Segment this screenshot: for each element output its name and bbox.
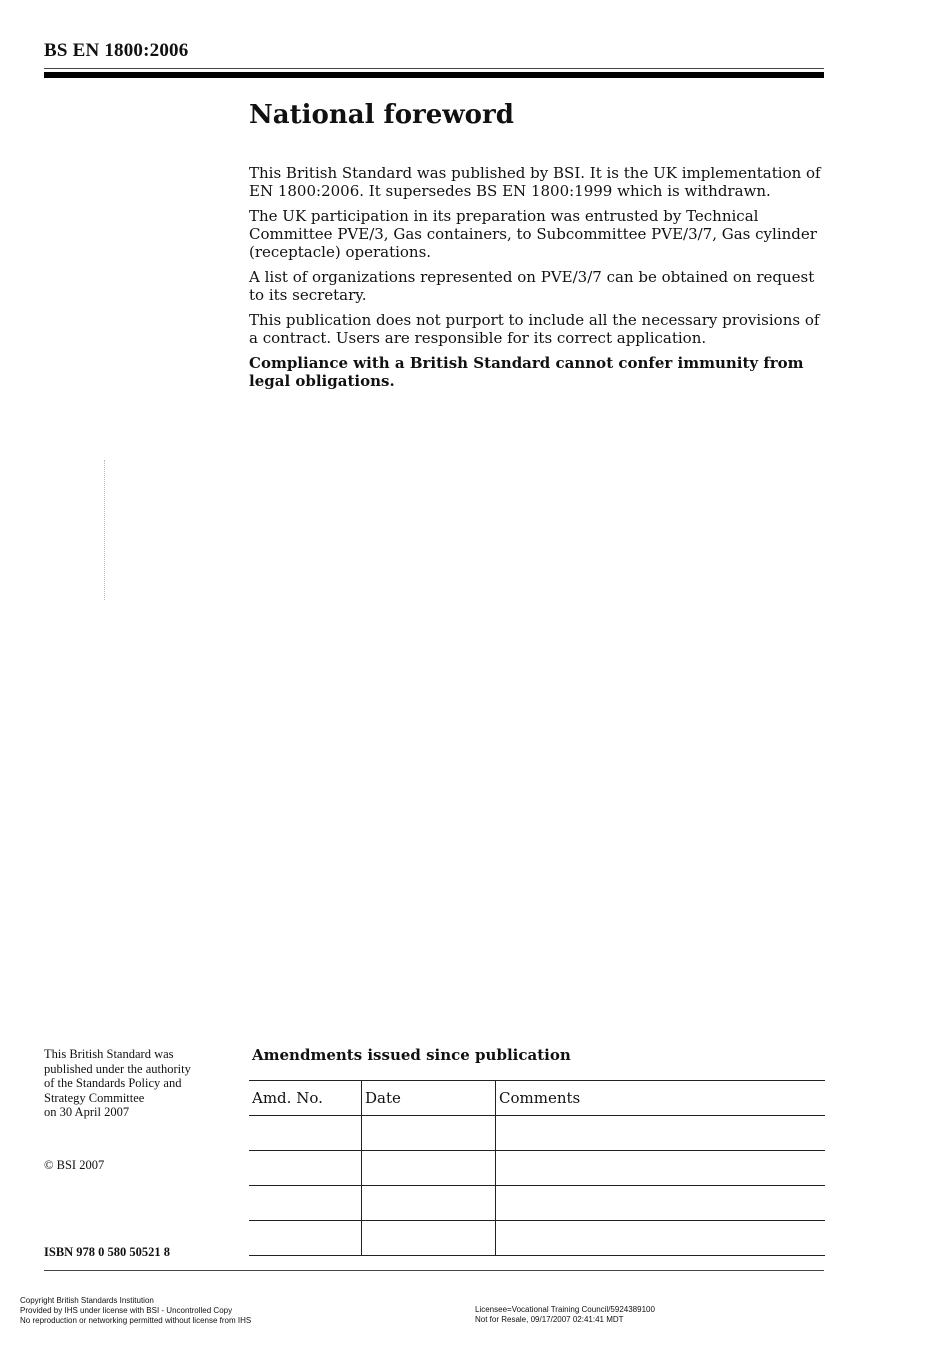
- table-row: [249, 1221, 825, 1256]
- table-cell: [362, 1116, 496, 1151]
- foreword-paragraph: The UK participation in its preparation was entrusted by Technical Committee PVE/3, Gas containers, to Subcommittee PVE/3/7, Gas cylinder (receptacle) operations.: [249, 207, 817, 261]
- amendments-title: Amendments issued since publication: [252, 1046, 571, 1064]
- document-id: BS EN 1800:2006: [44, 40, 189, 61]
- table-cell: [249, 1221, 362, 1256]
- table-cell: [496, 1116, 826, 1151]
- publication-note-line: Strategy Committee: [44, 1090, 145, 1105]
- copyright-notice: © BSI 2007: [44, 1158, 105, 1172]
- foreword-paragraph: A list of organizations represented on PVE/3/7 can be obtained on request to its secretary.: [249, 268, 815, 304]
- table-cell: [362, 1221, 496, 1256]
- compliance-statement: Compliance with a British Standard cannot confer immunity from legal obligations.: [249, 354, 804, 390]
- table-row: [249, 1116, 825, 1151]
- column-header-amd-no: Amd. No.: [249, 1081, 362, 1116]
- table-cell: [362, 1151, 496, 1186]
- foreword-paragraph: This British Standard was published by BSI. It is the UK implementation of EN 1800:2006. It supersedes BS EN 1800:1999 which is withdrawn.: [249, 164, 821, 200]
- publication-note-line: This British Standard was: [44, 1047, 174, 1061]
- footer-line: Not for Resale, 09/17/2007 02:41:41 MDT: [475, 1315, 624, 1324]
- amendments-table: [249, 1080, 825, 1256]
- table-row: [249, 1186, 825, 1221]
- footer-line: Provided by IHS under license with BSI - Uncontrolled Copy: [20, 1306, 233, 1315]
- footer-license-left: [20, 1296, 251, 1326]
- footer-line: Copyright British Standards Institution: [20, 1296, 154, 1305]
- header-thick-rule: [44, 72, 824, 78]
- column-header-date: Date: [362, 1081, 496, 1116]
- table-cell: [249, 1186, 362, 1221]
- foreword-paragraph: This publication does not purport to include all the necessary provisions of a contract. Users are responsible for its correct application.: [249, 311, 820, 347]
- isbn: ISBN 978 0 580 50521 8: [44, 1245, 171, 1259]
- footer-line: No reproduction or networking permitted without license from IHS: [20, 1316, 252, 1325]
- publication-note-line: published under the authority: [44, 1061, 191, 1076]
- footer-license-right: [475, 1305, 655, 1325]
- footer-line: Licensee=Vocational Training Council/5924389100: [475, 1305, 655, 1314]
- table-header-row: [249, 1081, 825, 1116]
- table-cell: [496, 1186, 826, 1221]
- publication-note-line: on 30 April 2007: [44, 1105, 130, 1119]
- publication-note-line: of the Standards Policy and: [44, 1076, 182, 1090]
- table-cell: [249, 1116, 362, 1151]
- table-row: [249, 1151, 825, 1186]
- column-header-comments: Comments: [496, 1081, 826, 1116]
- header-thin-rule: [44, 68, 824, 69]
- margin-mark: [104, 460, 106, 600]
- table-cell: [362, 1186, 496, 1221]
- table-cell: [496, 1221, 826, 1256]
- foreword-body: [249, 164, 829, 397]
- table-cell: [496, 1151, 826, 1186]
- page-title: National foreword: [249, 100, 514, 130]
- table-cell: [249, 1151, 362, 1186]
- publication-note: [44, 1047, 234, 1120]
- footer-rule: [44, 1270, 824, 1271]
